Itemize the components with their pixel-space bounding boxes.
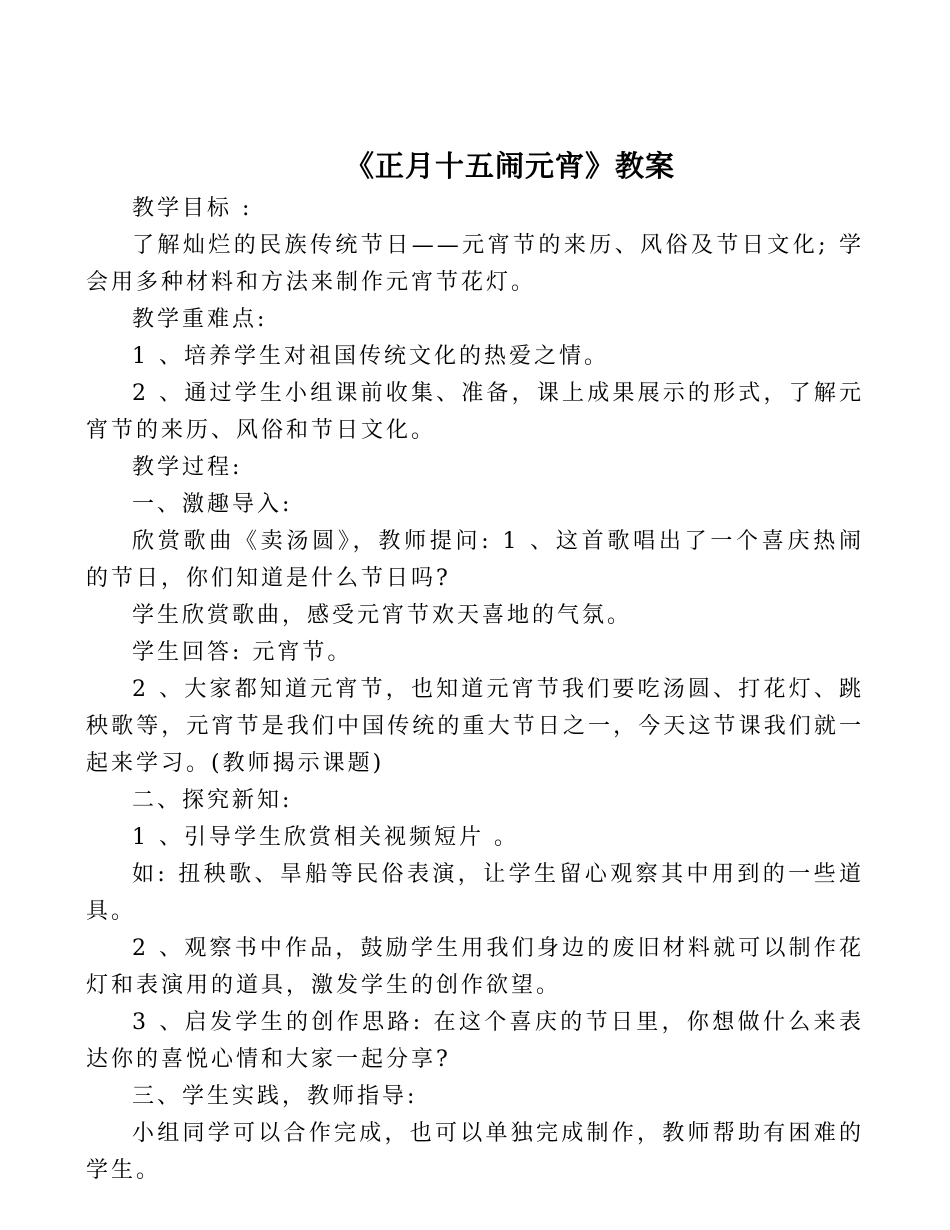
paragraph: 1 、培养学生对祖国传统文化的热爱之情。	[132, 344, 609, 369]
paragraph: 教学过程:	[132, 455, 243, 480]
paragraph: 小组同学可以合作完成，也可以单独完成制作，教师帮助有困难的学生。	[86, 1121, 864, 1183]
paragraph: 一、激趣导入:	[132, 492, 293, 517]
paragraph: 教学目标 :	[132, 196, 253, 221]
paragraph: 学生回答: 元宵节。	[132, 640, 353, 665]
paragraph: 二、探究新知:	[132, 788, 293, 813]
paragraph: 欣赏歌曲《卖汤圆》，教师提问: 1 、这首歌唱出了一个喜庆热闹的节日，你们知道是什么节日吗?	[86, 529, 864, 591]
paragraph: 三、学生实践，教师指导:	[132, 1084, 418, 1109]
document-title: 《正月十五闹元宵》教案	[344, 149, 675, 183]
paragraph: 了解灿烂的民族传统节日——元宵节的来历、风俗及节日文化; 学会用多种材料和方法来制作元宵节花灯。	[86, 233, 864, 295]
paragraph: 1 、引导学生欣赏相关视频短片 。	[132, 825, 519, 850]
paragraph: 2 、观察书中作品，鼓励学生用我们身边的废旧材料就可以制作花灯和表演用的道具，激发学生的创作欲望。	[86, 936, 864, 998]
document-body	[86, 190, 864, 1189]
paragraph: 如: 扭秧歌、旱船等民俗表演，让学生留心观察其中用到的一些道具。	[86, 862, 864, 924]
paragraph: 教学重难点:	[132, 307, 268, 332]
paragraph: 2 、大家都知道元宵节，也知道元宵节我们要吃汤圆、打花灯、跳秧歌等，元宵节是我们中国传统的重大节日之一，今天这节课我们就一起来学习。(教师揭示课题)	[86, 677, 864, 776]
paragraph: 2 、通过学生小组课前收集、准备，课上成果展示的形式，了解元宵节的来历、风俗和节日文化。	[86, 381, 864, 443]
paragraph: 学生欣赏歌曲，感受元宵节欢天喜地的气氛。	[132, 603, 633, 628]
paragraph: 3 、启发学生的创作思路: 在这个喜庆的节日里，你想做什么来表达你的喜悦心情和大家一起分享?	[86, 1010, 864, 1072]
